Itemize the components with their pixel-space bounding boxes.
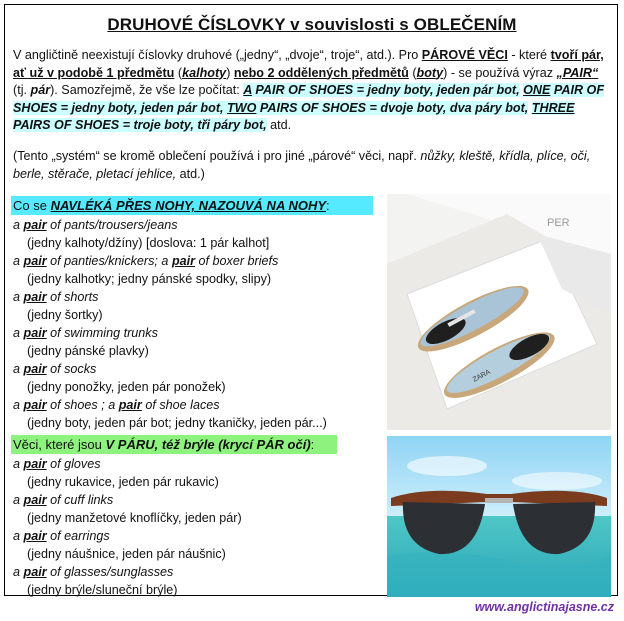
example-count: ONE [523,83,551,97]
translation: (jedny šortky) [27,308,103,322]
intro-emphasis: PÁROVÉ VĚCI [421,48,508,62]
note-examples: nůžky, kleště, křídla, plíce, oči, berle, stěrače, pletací jehlice, [13,149,591,181]
worksheet-frame [4,4,618,596]
intro-emphasis: tvoří pár, ať už v podobě 1 předmětu [13,48,604,80]
section-heading-pairs [11,435,337,454]
example-text: PAIR OF SHOES = jedny boty, jeden pár bot, [251,83,520,97]
sunglasses-sea-illustration [387,436,611,597]
translation: (jedny kalhotky; jedny pánské spodky, slipy) [27,272,272,286]
section-heading-text: : [310,437,315,452]
list-item: a pair of socks [13,362,97,376]
intro-text: V angličtině neexistují číslovky druhové („jedny“, „dvoje“, troje“, atd.). Pro [13,48,422,62]
website-footer[interactable]: www.anglictinajasne.cz [474,600,614,614]
list-item: a pair of swimming trunks [13,326,158,340]
intro-text: ) - se používá výraz [443,65,557,80]
translation: (jedny manžetové knoflíčky, jeden pár) [27,511,242,525]
example-count: THREE [531,100,575,115]
intro-emphasis: „PAIR“ [556,65,599,80]
example-text: PAIRS OF SHOES = troje boty, tři páry bot, [13,118,267,132]
translation: (jedny brýle/sluneční brýle) [27,583,178,597]
translation: (jedny kalhoty/džíny) [doslova: 1 pár kalhot] [27,236,270,250]
example-highlight [243,83,519,97]
intro-paragraph [13,47,611,135]
vocab-list-pairs [13,455,383,599]
list-item: a pair of cuff links [13,493,114,507]
list-item: a pair of earrings [13,529,110,543]
shoes-photo [387,194,611,430]
intro-text: ). Samozřejmě, že vše lze počítat: [50,83,244,97]
translation: (jedny ponožky, jeden pár ponožek) [27,380,226,394]
sunglasses-photo [387,436,611,597]
intro-text: - které [507,48,551,62]
list-item: a pair of pants/trousers/jeans [13,218,178,232]
list-item: a pair of panties/knickers; a pair of boxer briefs [13,254,279,268]
page-title: DRUHOVÉ ČÍSLOVKY v souvislosti s OBLEČENÍM [107,15,517,34]
section-heading-emphasis: NAVLÉKÁ PŘES NOHY, NAZOUVÁ NA NOHY [50,198,327,213]
example-count: TWO [227,100,257,115]
section-heading-emphasis: V PÁRU, též brýle (krycí PÁR očí) [105,437,311,452]
list-item: a pair of shorts [13,290,99,304]
intro-emphasis: nebo 2 oddělených předmětů [233,65,409,80]
intro-text: atd. [266,118,292,132]
section-heading-text: Co se [13,198,51,213]
intro-text: (tj. [13,83,31,97]
translation: (jedny pánské plavky) [27,344,149,358]
section-heading-text: Věci, které jsou [13,437,106,452]
translation: (jedny náušnice, jeden pár náušnic) [27,547,226,561]
translation: (jedny rukavice, jeden pár rukavic) [27,475,219,489]
section-heading-text: : [326,198,330,213]
note-text: (Tento „systém“ se kromě oblečení používá i pro jiné „párové“ věci, např. [13,149,421,163]
example-text: PAIRS OF SHOES = dvoje boty, dva páry bot, [256,100,529,115]
list-item: a pair of glasses/sunglasses [13,565,174,579]
intro-emphasis: pár [30,83,51,97]
list-item: a pair of shoes ; a pair of shoe laces [13,398,220,412]
intro-emphasis: boty [416,65,444,80]
section-heading-legs [11,196,373,215]
example-count: A [243,83,252,97]
list-item: a pair of gloves [13,457,101,471]
intro-emphasis: kalhoty [182,65,227,80]
svg-text:PER: PER [547,217,570,229]
note-text: atd.) [176,167,205,181]
note-paragraph [13,147,611,183]
translation: (jedny boty, jeden pár bot; jedny tkaničky, jeden pár...) [27,416,327,430]
intro-text: ( [174,65,183,80]
example-text: PAIR OF SHOES = jedny boty, jeden pár bot, [13,83,605,115]
intro-text: ( [408,65,417,80]
svg-text:ZARA: ZARA [471,368,492,384]
intro-text: ) [226,65,234,80]
shoes-in-box-illustration [387,194,611,430]
vocab-list-legs [13,216,383,432]
